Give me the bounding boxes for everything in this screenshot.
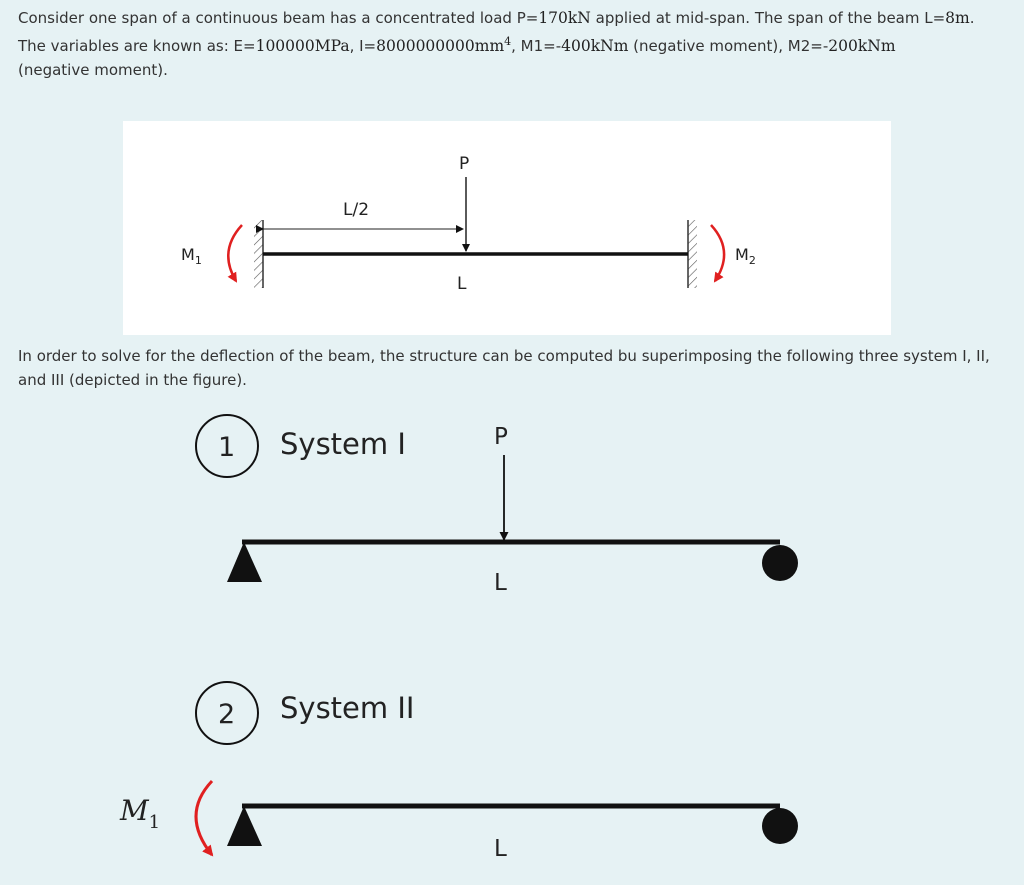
- inertia-exponent: 4: [504, 35, 512, 48]
- problem-text: (negative moment).: [18, 61, 168, 79]
- system-2-title: System II: [280, 691, 415, 725]
- modulus-value: 100000MPa: [255, 37, 350, 55]
- m1-label: $M_1$: [181, 245, 202, 267]
- explanation-line: In order to solve for the deflection of the beam, the structure can be computed bu superimposing the following three system I, II,: [18, 347, 990, 365]
- system-2-number: 2: [218, 699, 236, 730]
- system-1-span-label: L: [494, 570, 507, 596]
- span-label: L: [457, 274, 467, 294]
- problem-text: Consider one span of a continuous beam has a concentrated load P=: [18, 9, 539, 27]
- system-1-load-label: P: [494, 424, 508, 450]
- m1-value: 400kNm: [561, 37, 629, 55]
- problem-text: , M1=-: [511, 37, 562, 55]
- problem-text: applied at mid-span. The span of the beam L=: [590, 9, 946, 27]
- system-1-roller-support: [762, 545, 798, 581]
- system-1: [196, 415, 798, 596]
- explanation-line: and III (depicted in the figure).: [18, 371, 247, 389]
- inertia-value: 8000000000mm: [376, 37, 505, 55]
- problem-text: (negative moment), M2=-: [628, 37, 829, 55]
- system-2-pin-support: [227, 806, 262, 846]
- span-value: 8m: [945, 9, 970, 27]
- half-span-label: L/2: [343, 200, 370, 220]
- system-1-number: 1: [218, 432, 236, 463]
- system-2-moment-arrow: [196, 781, 212, 855]
- system-1-pin-support: [227, 542, 262, 582]
- system-1-title: System I: [280, 427, 406, 461]
- problem-text: , I=: [349, 37, 377, 55]
- m2-label: $M_2$: [735, 245, 756, 267]
- m2-value: 200kNm: [828, 37, 896, 55]
- system-2-moment-label: $M_1$: [120, 794, 161, 833]
- system-2: [119, 682, 798, 862]
- system-2-span-label: L: [494, 836, 507, 862]
- problem-text: .: [969, 9, 975, 27]
- load-label: P: [459, 154, 470, 174]
- problem-text: The variables are known as: E=: [18, 37, 256, 55]
- system-2-roller-support: [762, 808, 798, 844]
- load-value: 170kN: [538, 9, 591, 27]
